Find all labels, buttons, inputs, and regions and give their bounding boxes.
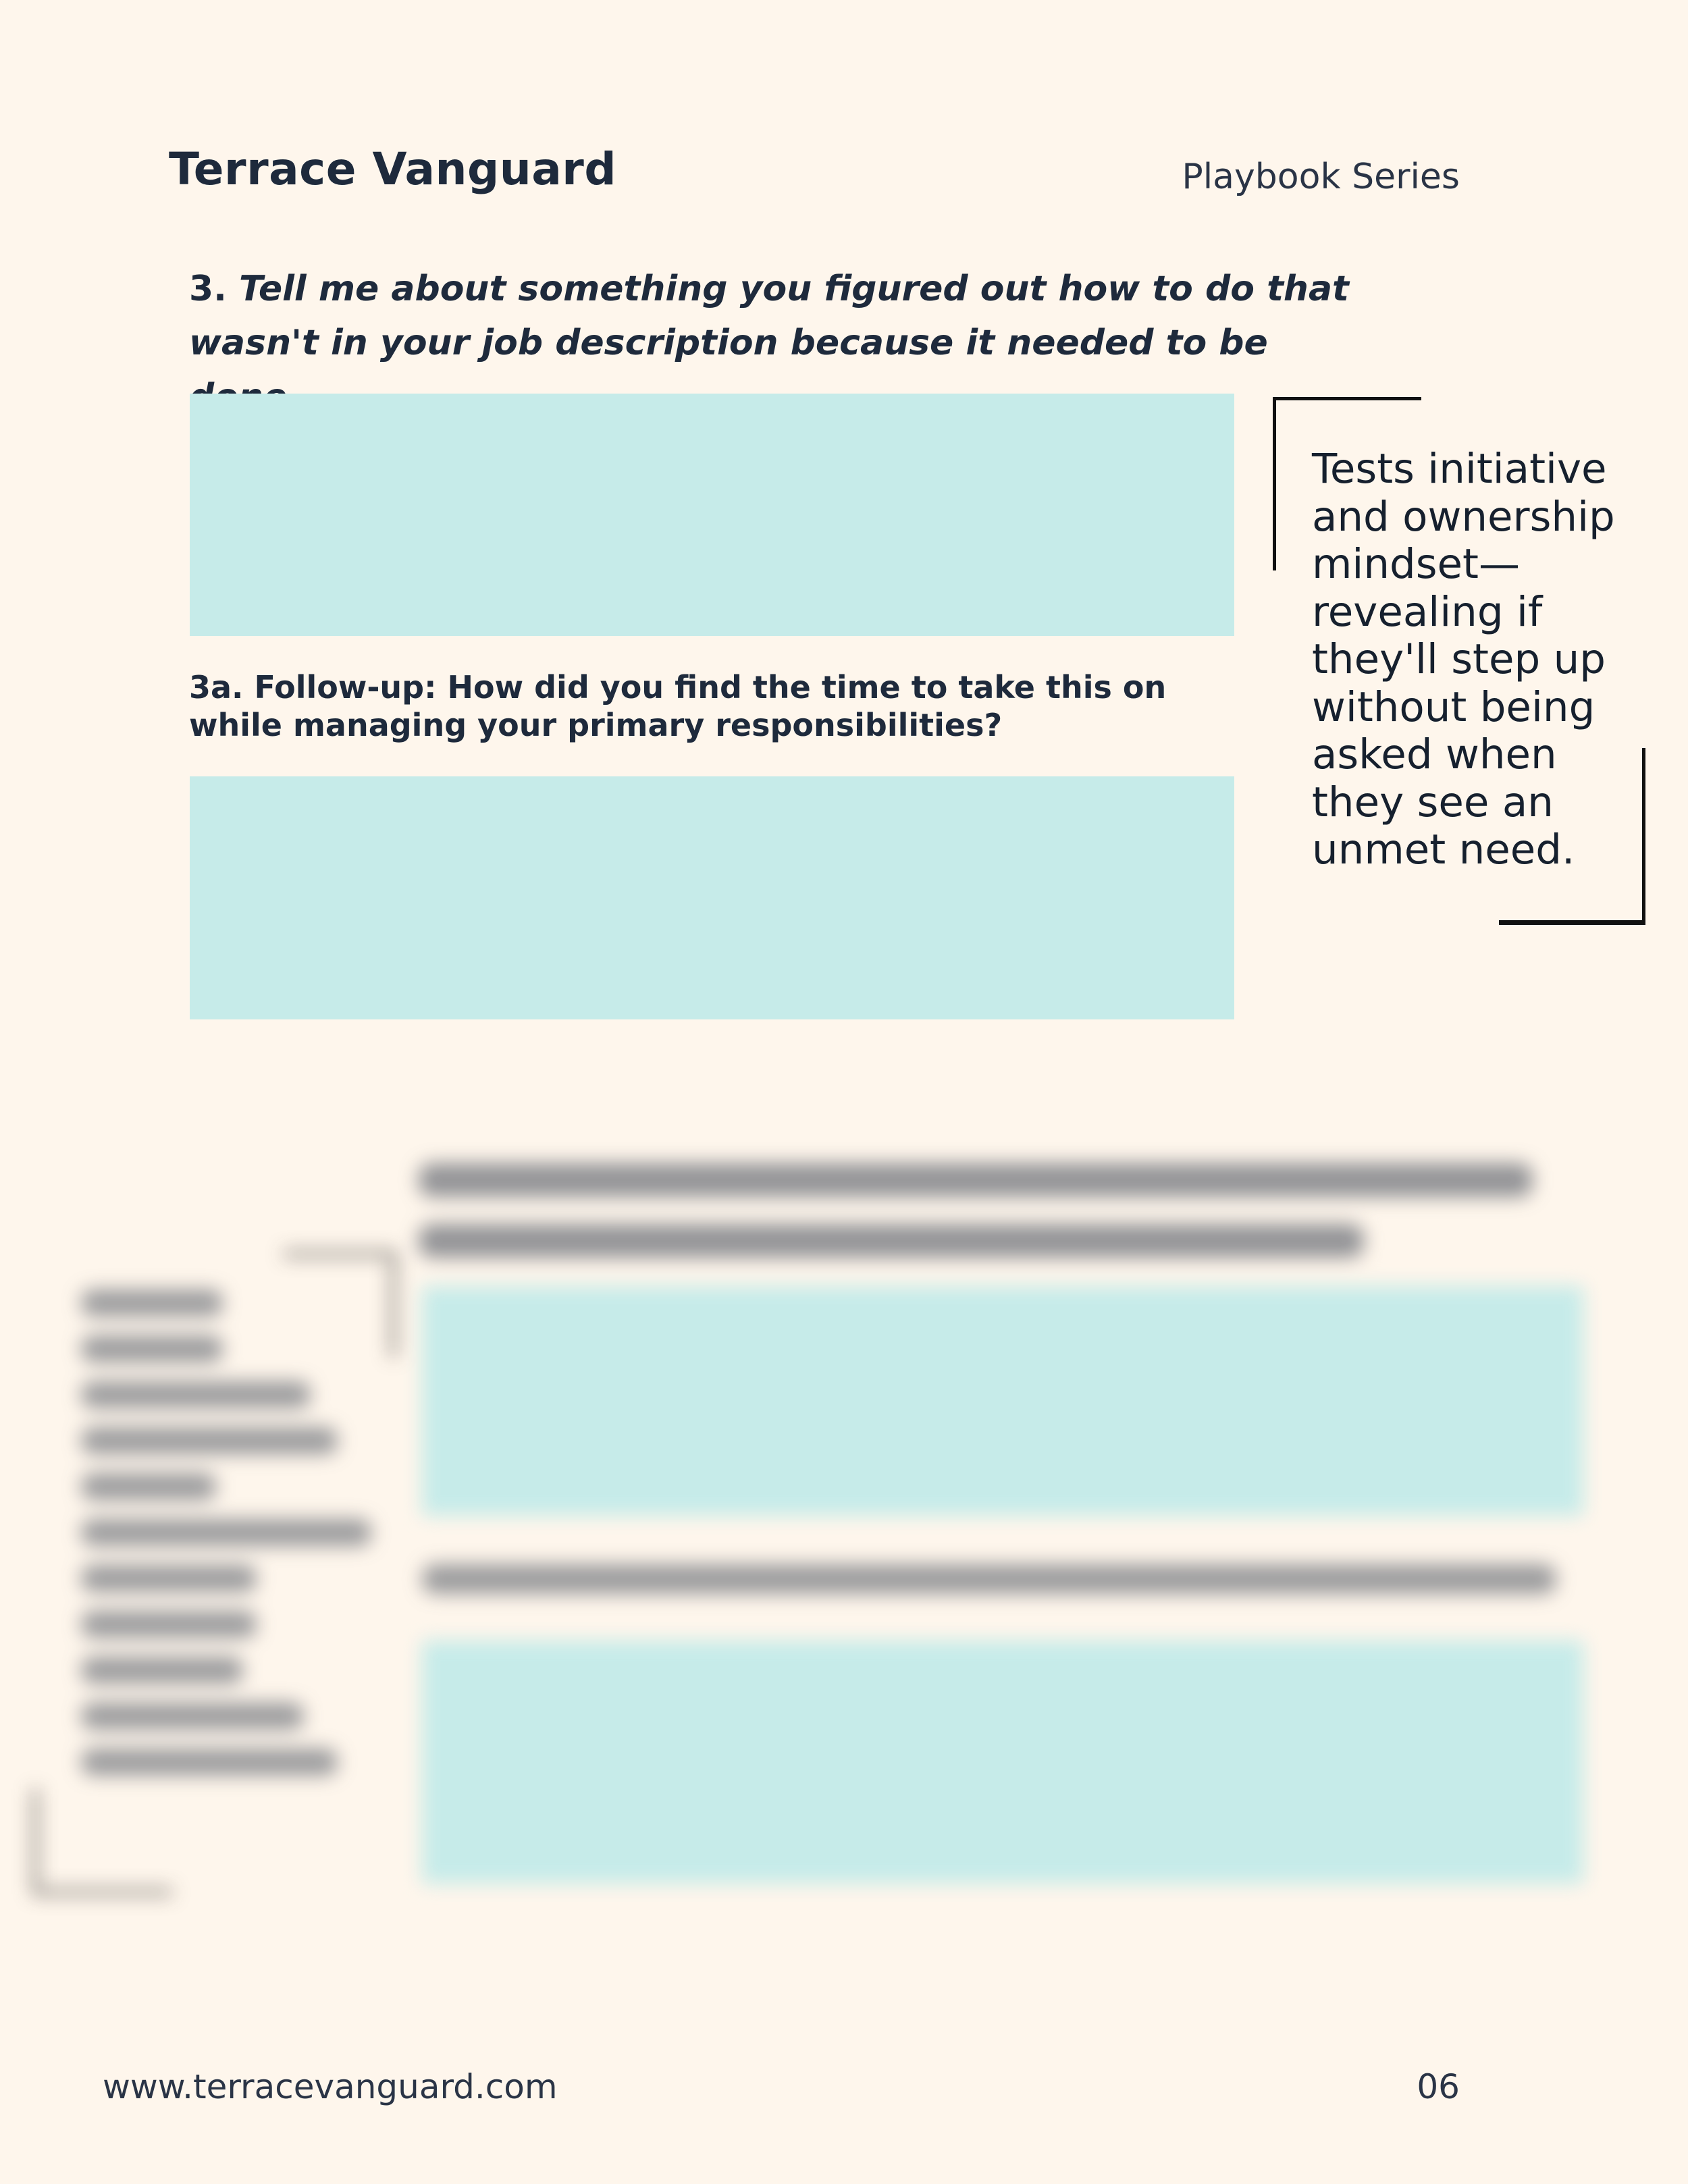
- question-number: 3.: [189, 269, 227, 309]
- side-note: Tests initiative and ownership mindset—revealing if they'll step up without being asked when they see an unmet need.: [1312, 445, 1615, 874]
- blurred-question-placeholder: [419, 1154, 1600, 1276]
- blurred-bracket-top: [284, 1252, 395, 1357]
- question-text: Tell me about something you figured out how to do that wasn't in your job description because it needed to be: [189, 269, 1349, 363]
- page-number: 06: [1417, 2067, 1460, 2106]
- series-label: Playbook Series: [1182, 157, 1460, 197]
- blurred-followup-placeholder: [422, 1563, 1583, 1603]
- blurred-bracket-bottom: [34, 1789, 172, 1894]
- followup-question: 3a. Follow-up: How did you find the time to take this on while managing your primary responsibilities?: [189, 669, 1167, 743]
- brand-title: Terrace Vanguard: [169, 143, 617, 195]
- footer-url[interactable]: www.terracevanguard.com: [103, 2067, 558, 2106]
- blurred-preview-section: [0, 1107, 1688, 1917]
- answer-box-followup[interactable]: [190, 776, 1234, 1019]
- blurred-answer-box-1: [422, 1286, 1583, 1516]
- blurred-side-note-placeholder: [81, 1289, 385, 1776]
- blurred-answer-box-2: [422, 1641, 1583, 1884]
- answer-box-primary[interactable]: [190, 394, 1234, 636]
